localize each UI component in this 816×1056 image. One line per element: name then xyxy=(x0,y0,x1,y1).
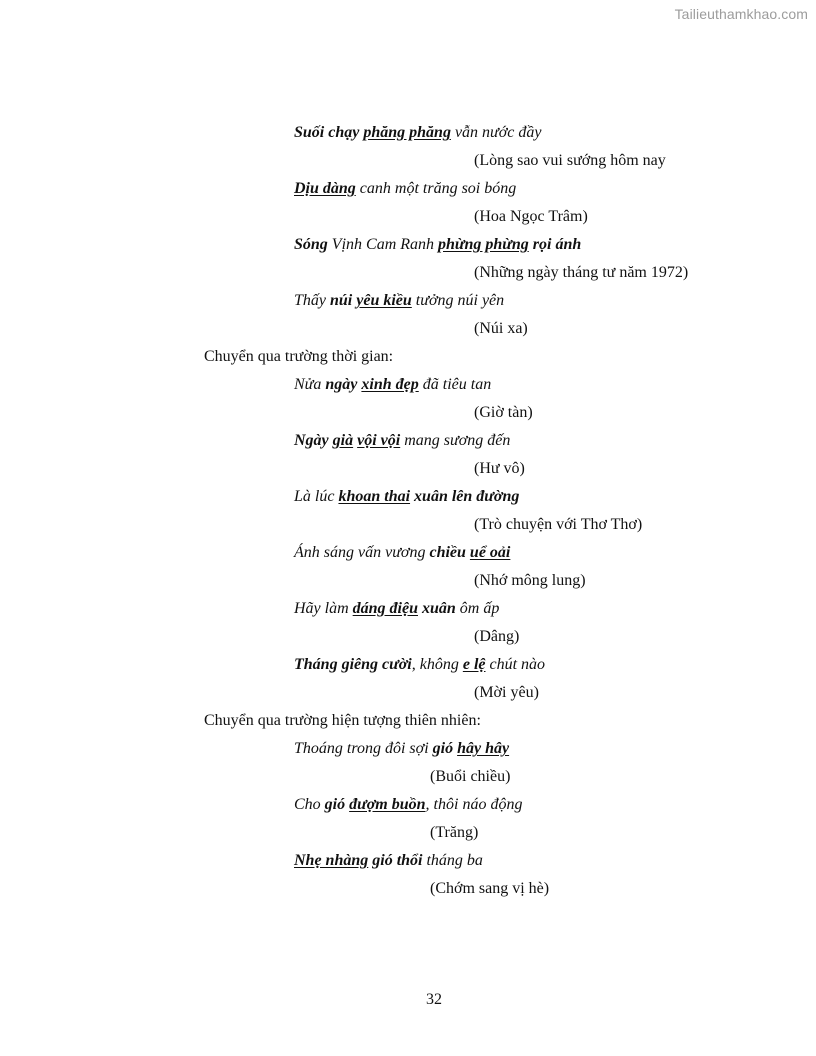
verse-line xyxy=(0,791,816,819)
verse-line xyxy=(0,231,816,259)
emphasized-word: e lệ xyxy=(462,656,486,673)
verse-text: Thấy xyxy=(294,292,330,309)
source-citation: (Giờ tàn) xyxy=(474,404,533,421)
bold-word: xuân lên đường xyxy=(410,488,520,505)
source-citation: (Dâng) xyxy=(474,628,520,645)
verse-text: ôm ấp xyxy=(455,600,500,617)
verse-line xyxy=(0,371,816,399)
bold-word: rọi ánh xyxy=(528,236,582,253)
verse-text: mang sương đến xyxy=(400,432,511,449)
verse-line xyxy=(0,539,816,567)
bold-word: ngày xyxy=(325,376,358,393)
source-citation: (Chớm sang vị hè) xyxy=(430,880,550,897)
emphasized-word: vội vội xyxy=(357,432,401,449)
emphasized-word: yêu kiều xyxy=(356,292,412,309)
verse-text: , không xyxy=(411,656,463,673)
emphasized-word: hây hây xyxy=(457,740,510,757)
verse-line xyxy=(0,287,816,315)
verse-text: Nửa xyxy=(294,376,326,393)
verse-text: tưởng núi yên xyxy=(411,292,505,309)
bold-word: gió xyxy=(324,796,346,813)
verse-line xyxy=(0,175,816,203)
emphasized-word: Dịu dàng xyxy=(294,180,356,197)
emphasized-word: xinh đẹp xyxy=(361,376,419,393)
bold-word: xuân xyxy=(418,600,456,617)
verse-text: canh một trăng soi bóng xyxy=(355,180,517,197)
section-heading: Chuyển qua trường hiện tượng thiên nhiên: xyxy=(204,712,481,729)
bold-word: Suối chạy xyxy=(294,124,360,141)
verse-text: Cho xyxy=(294,796,325,813)
source-citation: (Núi xa) xyxy=(474,320,528,337)
verse-text: Hãy làm xyxy=(294,600,353,617)
bold-word: núi xyxy=(330,292,353,309)
emphasized-word: phăng phăng xyxy=(363,124,451,141)
source-citation: (Lòng sao vui sướng hôm nay xyxy=(474,152,666,169)
emphasized-word: già xyxy=(332,432,354,449)
emphasized-word: uể oải xyxy=(469,544,511,561)
source-citation: (Những ngày tháng tư năm 1972) xyxy=(474,264,689,281)
source-citation: (Hư vô) xyxy=(474,460,525,477)
emphasized-word: Nhẹ nhàng xyxy=(294,852,369,869)
bold-word: gió thổi xyxy=(372,852,423,869)
watermark: Tailieuthamkhao.com xyxy=(674,6,808,22)
verse-line xyxy=(0,847,816,875)
verse-line xyxy=(0,483,816,511)
source-citation: (Trăng) xyxy=(430,824,479,841)
verse-text: Là lúc xyxy=(294,488,339,505)
verse-text: Ánh sáng vấn vương xyxy=(294,544,430,561)
verse-line xyxy=(0,735,816,763)
document-body xyxy=(0,119,816,903)
emphasized-word: dáng điệu xyxy=(352,600,418,617)
source-citation: (Nhớ mông lung) xyxy=(474,572,586,589)
bold-word: chiều xyxy=(429,544,466,561)
bold-word: gió xyxy=(432,740,454,757)
verse-text: vẫn nước đầy xyxy=(450,124,542,141)
verse-text: Vịnh Cam Ranh xyxy=(327,236,439,253)
verse-line xyxy=(0,119,816,147)
bold-word: Tháng giêng cười xyxy=(294,656,412,673)
source-citation: (Trò chuyện với Thơ Thơ) xyxy=(474,516,643,533)
verse-text: tháng ba xyxy=(422,852,483,869)
verse-text: chút nào xyxy=(485,656,546,673)
emphasized-word: phừng phừng xyxy=(438,236,529,253)
verse-line xyxy=(0,427,816,455)
verse-text: đã tiêu tan xyxy=(418,376,492,393)
emphasized-word: đượm buồn xyxy=(349,796,426,813)
source-citation: (Buổi chiều) xyxy=(430,768,511,785)
section-heading: Chuyển qua trường thời gian: xyxy=(204,348,394,365)
source-citation: (Mời yêu) xyxy=(474,684,539,701)
emphasized-word: khoan thai xyxy=(338,488,411,505)
source-citation: (Hoa Ngọc Trâm) xyxy=(474,208,588,225)
bold-word: Ngày xyxy=(294,432,329,449)
bold-word: Sóng xyxy=(294,236,328,253)
verse-text: Thoáng trong đôi sợi xyxy=(294,740,433,757)
verse-line xyxy=(0,595,816,623)
verse-line xyxy=(0,651,816,679)
page-number: 32 xyxy=(426,991,442,1008)
verse-text: , thôi náo động xyxy=(425,796,523,813)
